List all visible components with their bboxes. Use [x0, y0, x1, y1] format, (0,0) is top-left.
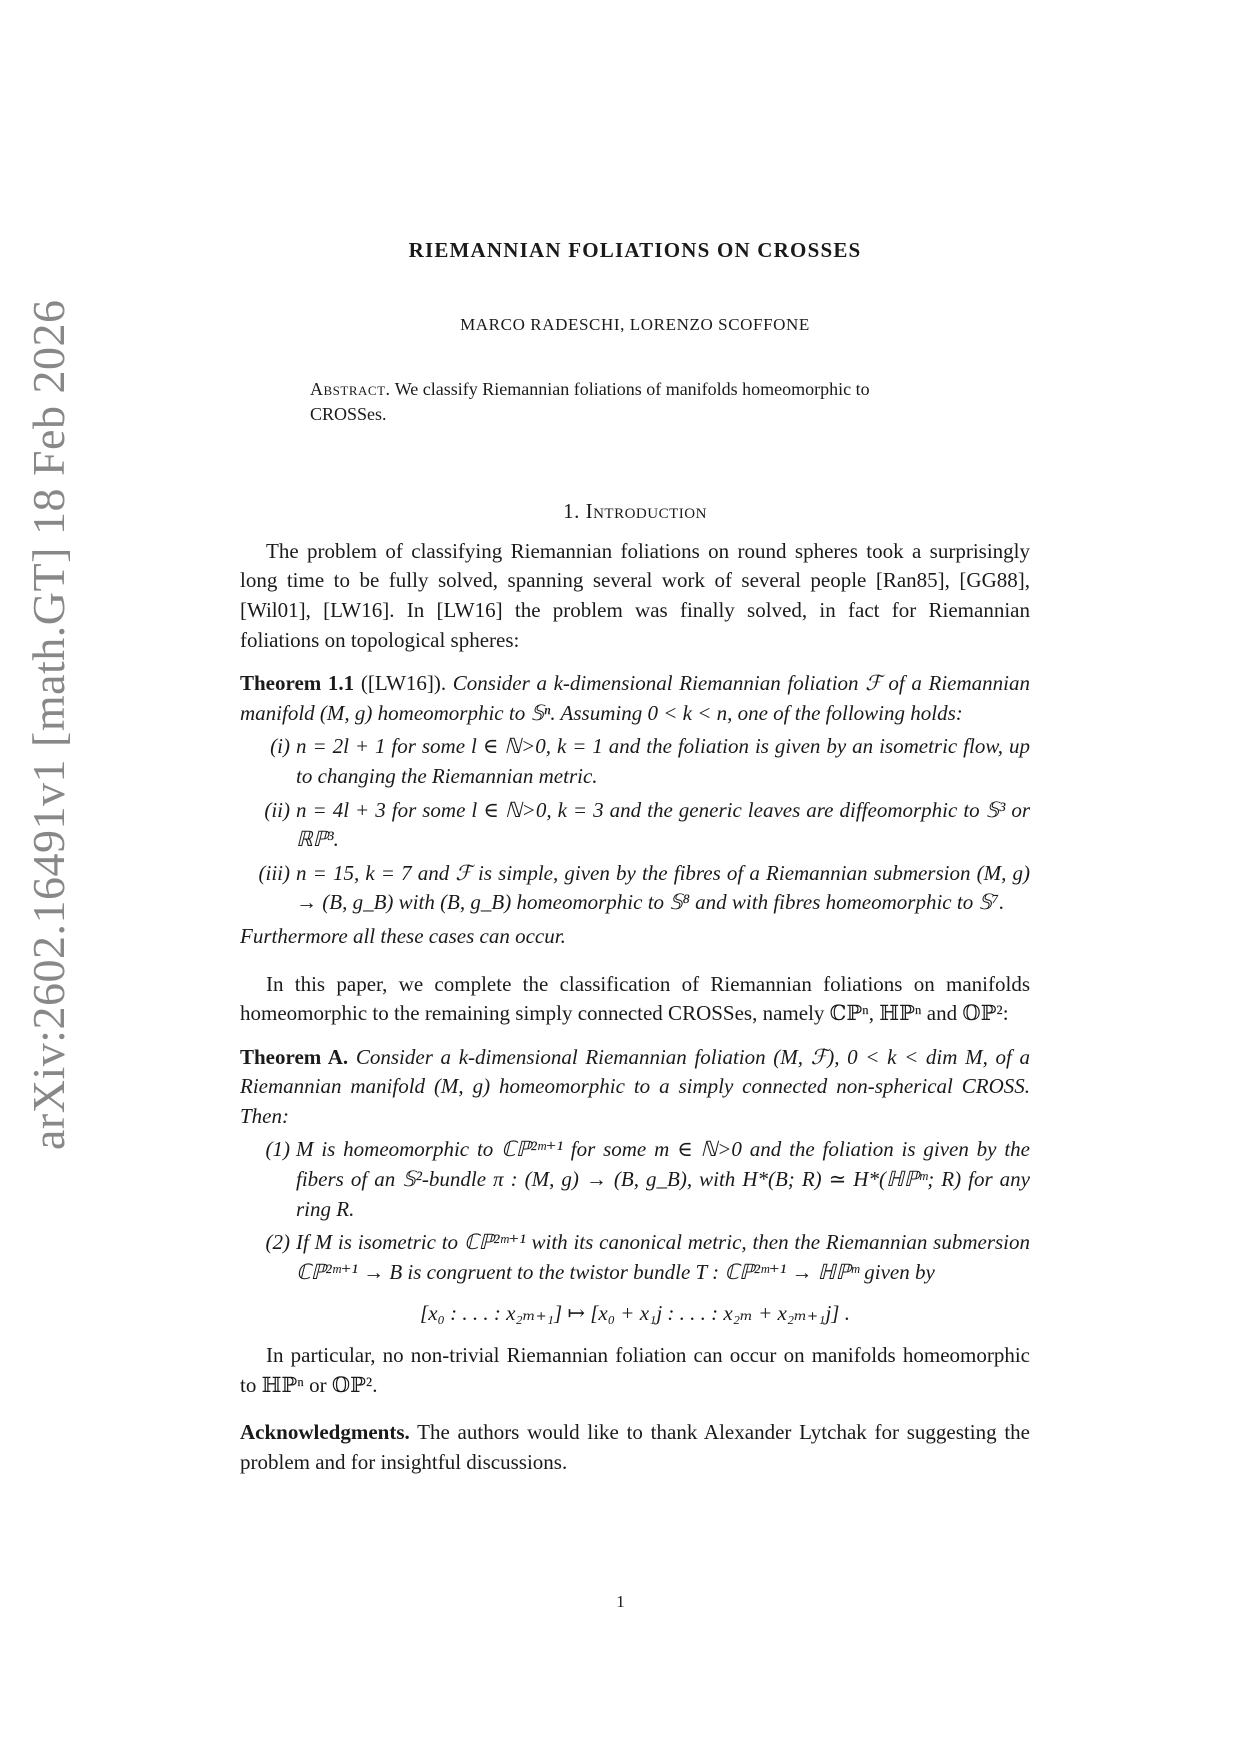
paragraph-2: In this paper, we complete the classification of Riemannian foliations on manifolds homeomorphic to the remaining simply connected CROSSes, namely ℂℙⁿ, ℍℙⁿ and 𝕆ℙ²: — [240, 971, 1030, 1026]
page-number: 1 — [616, 1592, 625, 1611]
item-label: (2) — [265, 1230, 290, 1255]
item-label: (ii) — [264, 797, 290, 822]
item-text: n = 2l + 1 for some l ∈ ℕ>0, k = 1 and the foliation is given by an isometric flow, up to changing the Riemannian metric. — [296, 734, 1030, 788]
theorem-1-1-cite: ([LW16]). — [360, 671, 447, 696]
paragraph-3: In particular, no non-trivial Riemannian foliation can occur on manifolds homeomorphic to ℍℙⁿ or 𝕆ℙ². — [240, 1343, 1030, 1397]
item-label: (1) — [265, 1137, 290, 1162]
item-label: (i) — [270, 734, 290, 759]
acknowledgments — [240, 1418, 1030, 1477]
acknowledgments-text: The authors would like to thank Alexander Lytchak for suggesting the problem and for insightful discussions. — [240, 1420, 1030, 1474]
theorem-a-item — [240, 1135, 1030, 1224]
theorem-1-1-item — [240, 796, 1030, 855]
theorem-1-1-item — [240, 859, 1030, 918]
theorem-a — [240, 1043, 1030, 1132]
abstract — [310, 377, 948, 427]
theorem-1-1-text: Consider a k-dimensional Riemannian foliation ℱ of a Riemannian manifold (M, g) homeomorphic to 𝕊ⁿ. Assuming 0 < k < n, one of the following holds: — [240, 671, 1030, 725]
theorem-1-1-item — [240, 732, 1030, 791]
arxiv-identifier: arXiv:2602.16491v1 [math.GT] 18 Feb 2026 — [23, 299, 74, 1150]
item-text: n = 15, k = 7 and ℱ is simple, given by the fibres of a Riemannian submersion (M, g) → (B, g_B) with (B, g_B) homeomorphic to 𝕊⁸ and with fibres homeomorphic to 𝕊⁷. — [296, 860, 1030, 915]
acknowledgments-label: Acknowledgments. — [240, 1420, 410, 1445]
item-text: If M is isometric to ℂℙ²ᵐ⁺¹ with its canonical metric, then the Riemannian submersion ℂℙ²ᵐ⁺¹ → B is congruent to the twistor bundle T : ℂℙ²ᵐ⁺¹ → ℍℙᵐ given by — [296, 1230, 1030, 1284]
paper-authors: MARCO RADESCHI, LORENZO SCOFFONE — [460, 314, 810, 334]
abstract-label: Abstract. — [310, 379, 391, 400]
intro-paragraph: The problem of classifying Riemannian foliations on round spheres took a surprisingly long time to be fully solved, spanning several work of several people [Ran85], [GG88], [Wil01], [LW16]. In [LW16] the problem was finally solved, in fact for Riemannian foliations on topological spheres: — [240, 538, 1030, 652]
item-text: M is homeomorphic to ℂℙ²ᵐ⁺¹ for some m ∈ ℕ>0 and the foliation is given by the fibers of an 𝕊²-bundle π : (M, g) → (B, g_B), with H*(B; R) ≃ H*(ℍℙᵐ; R) for any ring R. — [296, 1137, 1030, 1221]
paper-page — [240, 236, 1030, 1477]
abstract-text: We classify Riemannian foliations of manifolds homeomorphic to CROSSes. — [310, 379, 870, 425]
section-heading: 1. Introduction — [563, 499, 707, 524]
theorem-1-1 — [240, 669, 1030, 728]
theorem-a-text: Consider a k-dimensional Riemannian foliation (M, ℱ), 0 < k < dim M, of a Riemannian manifold (M, g) homeomorphic to a simply connected non-spherical CROSS. Then: — [240, 1044, 1030, 1128]
item-text: n = 4l + 3 for some l ∈ ℕ>0, k = 3 and the generic leaves are diffeomorphic to 𝕊³ or ℝℙ³. — [296, 797, 1030, 852]
theorem-1-1-label: Theorem 1.1 — [240, 671, 355, 696]
theorem-a-item — [240, 1228, 1030, 1287]
item-label: (iii) — [258, 860, 290, 885]
theorem-a-label: Theorem A. — [240, 1044, 349, 1069]
theorem-1-1-tail: Furthermore all these cases can occur. — [240, 923, 566, 948]
paper-title: RIEMANNIAN FOLIATIONS ON CROSSES — [408, 238, 862, 262]
display-equation: [x₀ : . . . : x₂ₘ₊₁] ↦ [x₀ + x₁j : . . . : x₂ₘ + x₂ₘ₊₁j] . — [420, 1301, 850, 1326]
